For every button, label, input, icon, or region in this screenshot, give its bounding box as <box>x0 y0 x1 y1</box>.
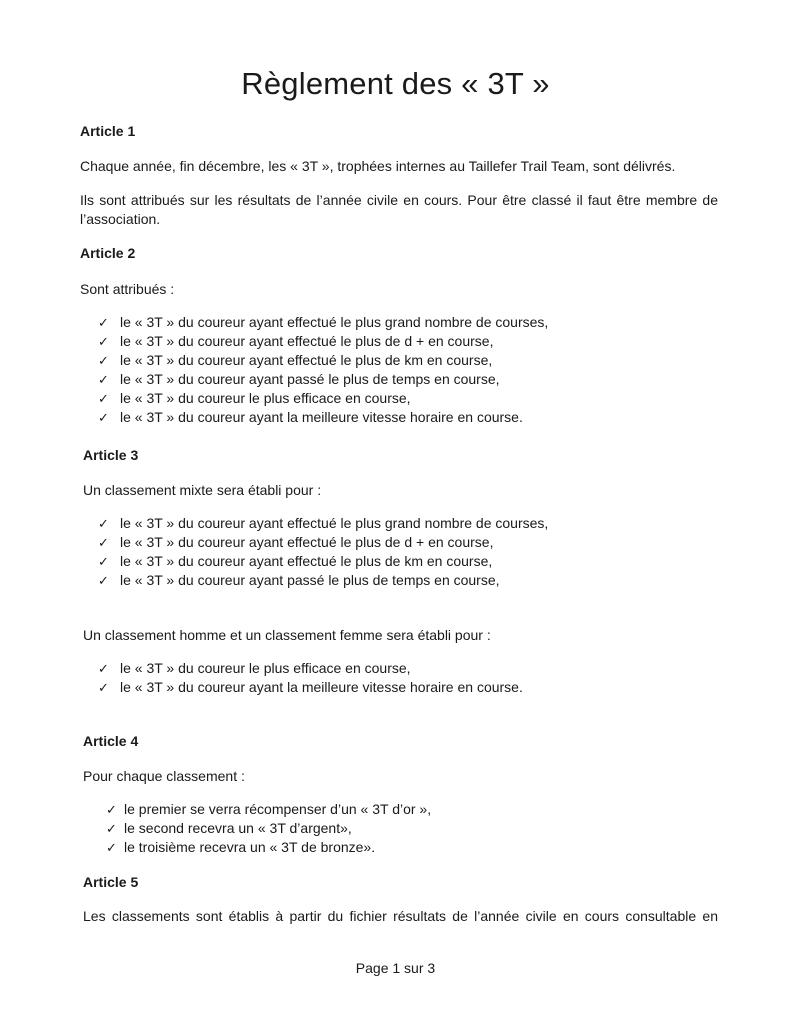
article-3-list-mixte <box>98 514 548 590</box>
list-item-text: le « 3T » du coureur ayant la meilleure vitesse horaire en course. <box>120 409 523 425</box>
list-item-text: le « 3T » du coureur ayant la meilleure vitesse horaire en course. <box>120 679 523 695</box>
check-icon: ✓ <box>98 662 109 677</box>
list-item-text: le « 3T » du coureur ayant effectué le plus de d + en course, <box>120 534 494 550</box>
article-3-intro-mixte: Un classement mixte sera établi pour : <box>83 482 322 498</box>
article-2-intro: Sont attribués : <box>80 281 175 297</box>
check-icon: ✓ <box>98 517 109 532</box>
article-1-paragraph-2: Ils sont attribués sur les résultats de l’année civile en cours. Pour être classé il faut être membre de l’association. <box>80 192 718 227</box>
list-item <box>98 370 548 389</box>
article-5-heading: Article 5 <box>83 874 139 890</box>
check-icon: ✓ <box>98 392 109 407</box>
article-3-heading: Article 3 <box>83 447 139 463</box>
list-item-text: le « 3T » du coureur ayant effectué le plus de km en course, <box>120 553 493 569</box>
article-4-list <box>106 800 431 857</box>
check-icon: ✓ <box>98 411 109 426</box>
check-icon: ✓ <box>98 354 109 369</box>
list-item <box>106 838 431 857</box>
list-item <box>98 659 523 678</box>
list-item <box>98 533 548 552</box>
list-item-text: le « 3T » du coureur ayant effectué le plus de d + en course, <box>120 333 494 349</box>
check-icon: ✓ <box>98 555 109 570</box>
list-item-text: le troisième recevra un « 3T de bronze». <box>124 839 376 855</box>
list-item-text: le « 3T » du coureur le plus efficace en course, <box>120 390 411 406</box>
article-2-heading: Article 2 <box>80 245 136 261</box>
list-item-text: le premier se verra récompenser d’un « 3T d’or », <box>124 801 432 817</box>
article-4-intro: Pour chaque classement : <box>83 768 245 784</box>
article-3-list-homme-femme <box>98 659 523 697</box>
page-number: Page 1 sur 3 <box>355 960 436 976</box>
article-3-intro-homme-femme: Un classement homme et un classement femme sera établi pour : <box>83 627 491 643</box>
article-1-heading: Article 1 <box>80 123 136 139</box>
check-icon: ✓ <box>98 316 109 331</box>
list-item-text: le « 3T » du coureur ayant passé le plus de temps en course, <box>120 371 500 387</box>
list-item <box>106 800 431 819</box>
check-icon: ✓ <box>106 803 117 818</box>
list-item <box>98 552 548 571</box>
article-4-heading: Article 4 <box>83 733 139 749</box>
check-icon: ✓ <box>98 536 109 551</box>
article-5-paragraph-1: Les classements sont établis à partir du fichier résultats de l’année civile en cours consultable en <box>83 908 718 924</box>
list-item-text: le « 3T » du coureur le plus efficace en course, <box>120 660 411 676</box>
check-icon: ✓ <box>98 681 109 696</box>
list-item <box>98 332 548 351</box>
list-item <box>98 313 548 332</box>
check-icon: ✓ <box>98 574 109 589</box>
check-icon: ✓ <box>106 822 117 837</box>
document-title: Règlement des « 3T » <box>241 66 550 101</box>
list-item <box>98 389 548 408</box>
check-icon: ✓ <box>98 335 109 350</box>
check-icon: ✓ <box>106 841 117 856</box>
list-item <box>98 408 548 427</box>
list-item <box>106 819 431 838</box>
article-2-list <box>98 313 548 427</box>
list-item-text: le « 3T » du coureur ayant effectué le plus grand nombre de courses, <box>120 314 549 330</box>
list-item-text: le « 3T » du coureur ayant effectué le plus de km en course, <box>120 352 493 368</box>
list-item <box>98 514 548 533</box>
check-icon: ✓ <box>98 373 109 388</box>
article-1-paragraph-1: Chaque année, fin décembre, les « 3T », trophées internes au Taillefer Trail Team, sont délivrés. <box>80 158 676 174</box>
list-item-text: le second recevra un « 3T d’argent», <box>124 820 352 836</box>
list-item-text: le « 3T » du coureur ayant passé le plus de temps en course, <box>120 572 500 588</box>
list-item <box>98 571 548 590</box>
list-item <box>98 678 523 697</box>
list-item <box>98 351 548 370</box>
list-item-text: le « 3T » du coureur ayant effectué le plus grand nombre de courses, <box>120 515 549 531</box>
